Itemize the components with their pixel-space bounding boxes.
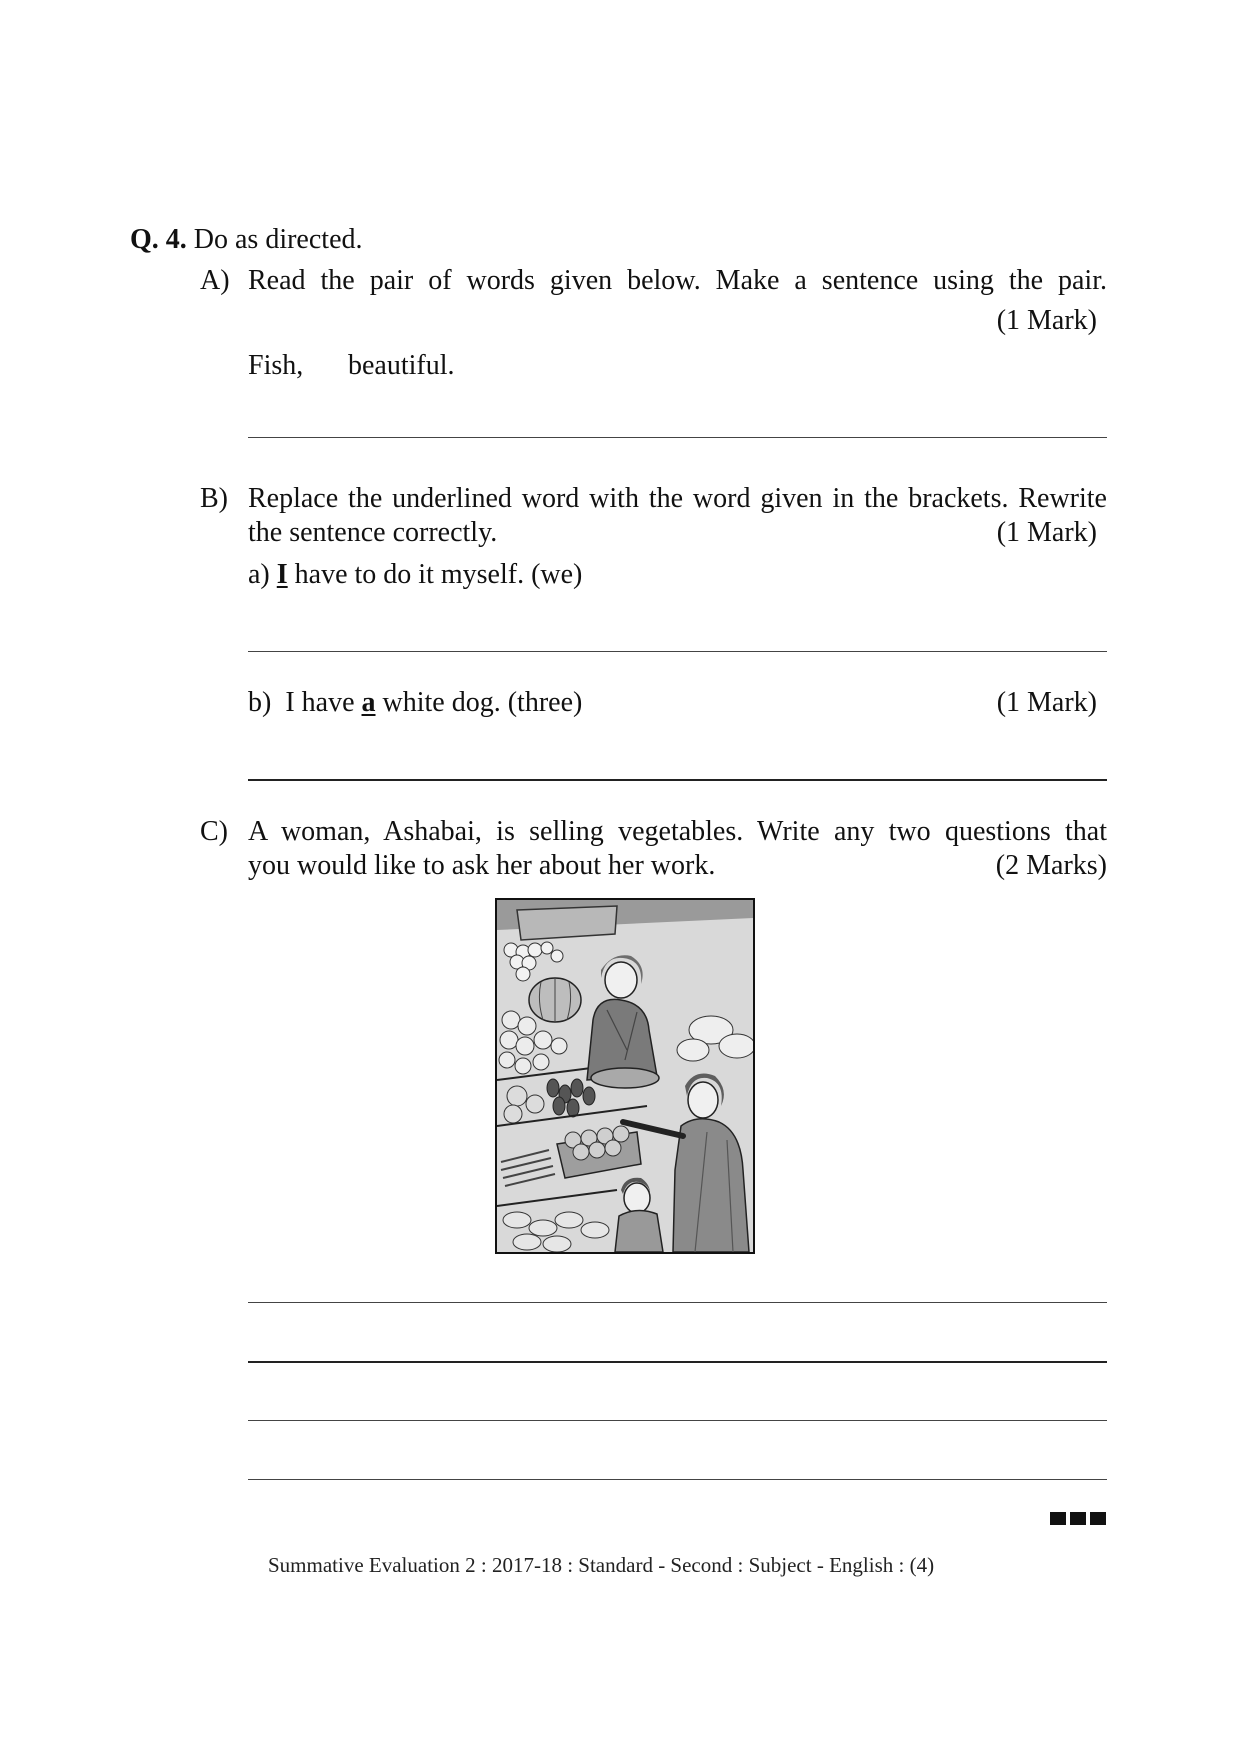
part-b-text-line1: Replace the underlined word with the word given in the brackets. Rewrite (248, 483, 1107, 514)
vegetable-seller-illustration (495, 898, 755, 1254)
end-square-icon (1050, 1512, 1066, 1525)
answer-line-c-1[interactable] (248, 1302, 1107, 1303)
end-marker-squares (1050, 1512, 1110, 1530)
underlined-word-a: a (361, 687, 376, 718)
part-c-label: C) (200, 816, 228, 847)
answer-line-a[interactable] (248, 437, 1107, 438)
question-instruction: Do as directed. (193, 224, 363, 255)
answer-line-c-4[interactable] (248, 1479, 1107, 1480)
part-a-marks: (1 Mark) (996, 305, 1097, 336)
answer-line-b-b[interactable] (248, 779, 1107, 781)
part-b-b-label: b) (248, 687, 272, 718)
part-a-text: Read the pair of words given below. Make a sentence using the pair. (248, 265, 1107, 296)
part-c-text-line2: you would like to ask her about her work. (248, 850, 716, 881)
part-b-b-pre: I have (285, 687, 355, 718)
part-b-a-rest: have to do it myself. (we) (294, 559, 583, 590)
part-b-text-line2: the sentence correctly. (248, 517, 498, 548)
word-beautiful: beautiful. (348, 350, 455, 381)
word-fish: Fish, (248, 350, 304, 381)
part-c-marks: (2 Marks) (995, 850, 1107, 881)
part-b-b-sentence (248, 686, 582, 720)
part-b-a-label: a) (248, 559, 270, 590)
question-number: Q. 4. (130, 224, 187, 255)
underlined-word-i: I (276, 559, 288, 590)
question-header (130, 223, 363, 257)
answer-line-c-2[interactable] (248, 1361, 1107, 1363)
answer-line-c-3[interactable] (248, 1420, 1107, 1421)
part-c-text-line1: A woman, Ashabai, is selling vegetables. Write any two questions that (248, 816, 1107, 847)
page-footer: Summative Evaluation 2 : 2017-18 : Standard - Second : Subject - English : (4) (268, 1553, 935, 1577)
part-b-label: B) (200, 483, 228, 514)
part-a-label: A) (200, 265, 230, 296)
end-square-icon (1070, 1512, 1086, 1525)
part-b-a-sentence (248, 558, 582, 592)
answer-line-b-a[interactable] (248, 651, 1107, 652)
part-b-b-marks: (1 Mark) (996, 687, 1097, 718)
end-square-icon (1090, 1512, 1106, 1525)
part-b-b-rest: white dog. (three) (382, 687, 583, 718)
part-b-marks: (1 Mark) (996, 517, 1097, 548)
